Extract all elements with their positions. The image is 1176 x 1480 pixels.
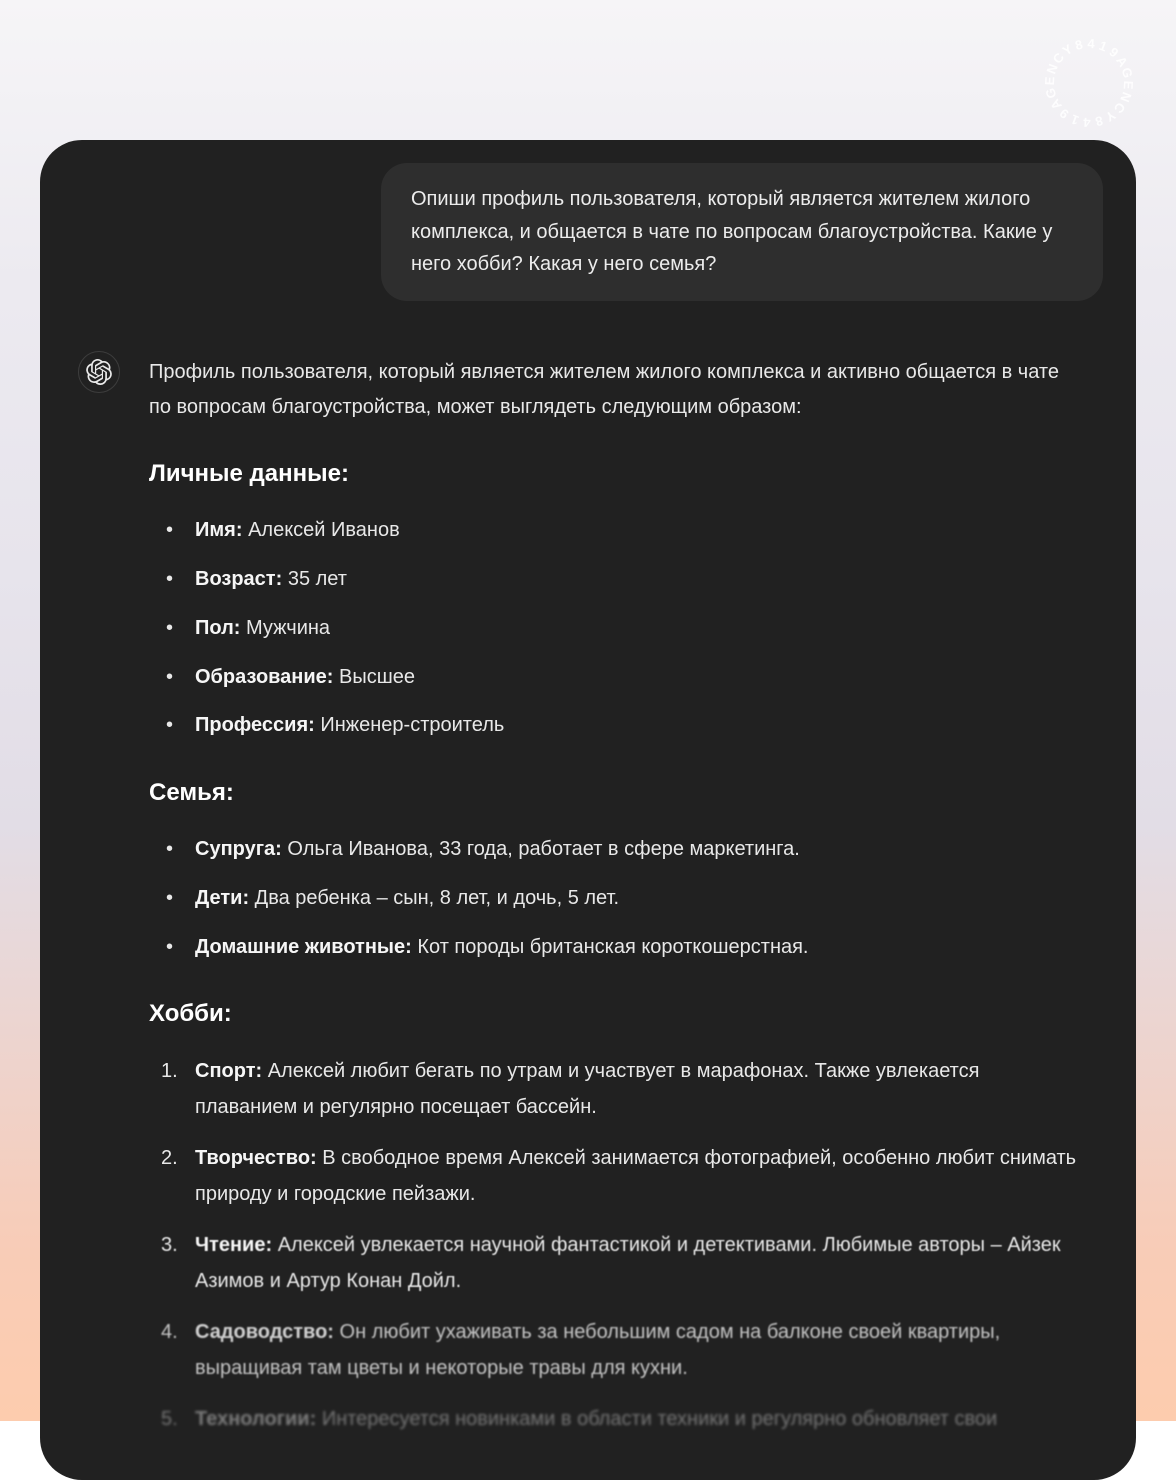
list-item: Садоводство: Он любит ухаживать за небольшим садом на балконе своей квартиры, выращивая там цветы и некоторые травы для кухни.: [195, 1321, 1001, 1380]
list-item: • Дети: Два ребенка – сын, 8 лет, и дочь, 5 лет.: [149, 881, 1079, 916]
watermark-letter: G: [1118, 65, 1136, 80]
user-message-row: [78, 163, 1103, 301]
assistant-avatar: [78, 351, 120, 393]
list-item: • Профессия: Инженер-строитель: [149, 708, 1079, 743]
watermark-letter: Y: [1102, 107, 1119, 125]
list-item: • Супруга: Ольга Иванова, 33 года, работает в сфере маркетинга.: [149, 832, 1079, 867]
openai-logo-icon: [86, 359, 112, 385]
watermark-letter: C: [1049, 49, 1068, 67]
assistant-message: [149, 351, 1079, 1452]
section-heading-hobbies: Хобби:: [149, 1000, 232, 1028]
assistant-message-row: [78, 351, 1103, 1452]
watermark-letter: N: [1043, 61, 1061, 76]
watermark-letter: E: [1120, 80, 1137, 90]
list-item: Чтение: Алексей увлекается научной фантастикой и детективами. Любимые авторы – Айзек Азимов и Артур Конан Дойл.: [195, 1234, 1061, 1293]
watermark-letter: 9: [1056, 105, 1072, 122]
list-item: • Имя: Алексей Иванов: [149, 513, 1079, 548]
watermark-letter: C: [1110, 99, 1129, 117]
watermark-letter: 8: [1073, 36, 1085, 54]
watermark-letter: A: [1047, 96, 1065, 113]
watermark-letter: E: [1041, 76, 1058, 86]
section-heading-personal: Личные данные:: [149, 460, 349, 488]
watermark-letter: Y: [1059, 41, 1076, 59]
watermark-letter: 9: [1106, 44, 1122, 61]
watermark-letter: 4: [1082, 114, 1091, 131]
list-item: Спорт: Алексей любит бегать по утрам и участвует в марафонах. Также увлекается плаванием и регулярно посещает бассейн.: [195, 1060, 980, 1119]
watermark-letter: 4: [1087, 35, 1096, 52]
watermark-letter: 8: [1093, 112, 1105, 130]
watermark-letter: N: [1117, 90, 1135, 105]
chat-panel: [40, 140, 1136, 1480]
user-message-bubble: [381, 163, 1103, 301]
watermark-letter: 1: [1097, 37, 1110, 55]
user-message-text: Опиши профиль пользователя, который является жителем жилого комплекса, и общается в чате по вопросам благоустройства. Какие у него хобби? Какая у него семья?: [411, 188, 1053, 276]
watermark-letter: A: [1113, 53, 1131, 70]
list-item: Творчество: В свободное время Алексей занимается фотографией, особенно любит снимать природу и городские пейзажи.: [195, 1147, 1077, 1206]
family-list: [149, 832, 1079, 964]
list-item: • Пол: Мужчина: [149, 611, 1079, 646]
section-heading-family: Семья:: [149, 779, 234, 807]
watermark-letter: 1: [1068, 111, 1081, 129]
personal-data-list: [149, 513, 1079, 743]
list-item: • Образование: Высшее: [149, 660, 1079, 695]
watermark-letter: G: [1042, 86, 1060, 101]
list-item: • Возраст: 35 лет: [149, 562, 1079, 597]
hobbies-list: [149, 1053, 1079, 1437]
list-item: • Домашние животные: Кот породы британская короткошерстная.: [149, 930, 1079, 965]
assistant-intro: Профиль пользователя, который является жителем жилого комплекса и активно общается в чате по вопросам благоустройства, может выглядеть следующим образом:: [149, 360, 1059, 418]
list-item: Технологии: Интересуется новинками в области техники и регулярно обновляет свои: [195, 1408, 998, 1431]
